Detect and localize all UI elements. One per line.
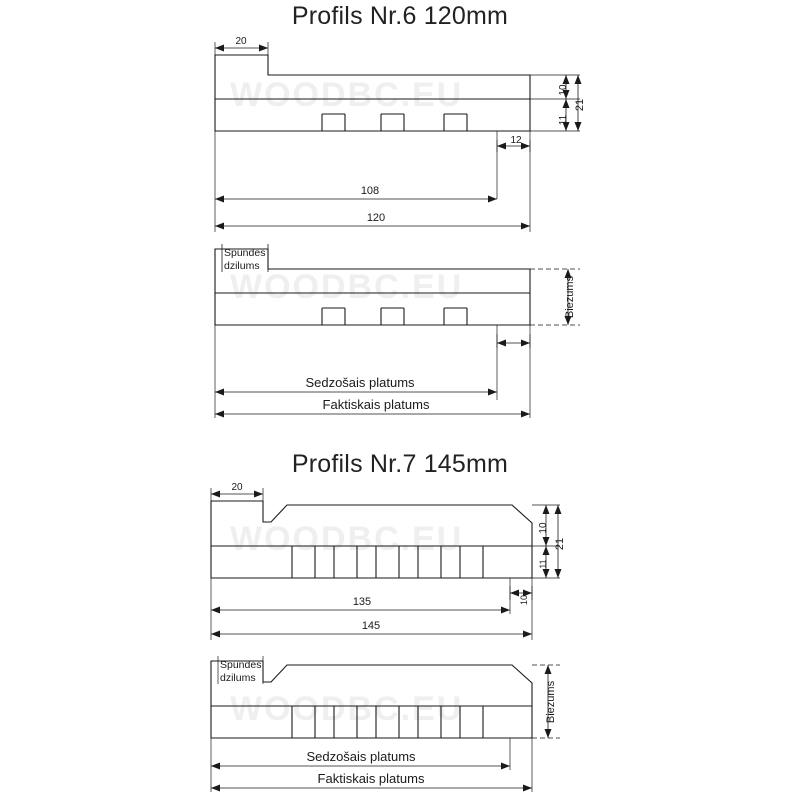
watermark: WOODBC.EU [230,268,464,306]
dim-groove-thickness-p6: 11 [558,114,569,126]
label-actual-width-p6: Faktiskais platums [322,397,430,412]
dim-groove-width-p6: 12 [510,135,522,146]
label-tongue-depth-line2-p6: dzilums [224,260,260,272]
dim-face-thickness-p6: 10 [558,84,569,96]
dim-actual-width-p7: 145 [361,620,381,632]
dim-tongue-width-p7: 20 [231,482,243,493]
dim-total-thickness-p7: 21 [554,537,566,551]
label-thickness-p6: Biezums [564,275,576,319]
profile-7-lower-outline [211,661,532,738]
page-title-profile-7: Profils Nr.7 145mm [291,450,509,478]
dim-covering-width-p7: 135 [352,596,372,608]
dim-tongue-width-p6: 20 [235,36,247,47]
label-tongue-depth-line1-p7: Spundes [220,659,262,671]
label-covering-width-p6: Sedzošais platums [305,375,415,390]
page-title-profile-6: Profils Nr.6 120mm [291,2,509,30]
dim-covering-width-p6: 108 [360,185,380,197]
label-thickness-p7: Biezums [545,680,557,724]
label-tongue-depth-line2-p7: dzilums [220,672,256,684]
watermark: WOODBC.EU [230,76,464,114]
watermark: WOODBC.EU [230,520,464,558]
label-tongue-depth-line1-p6: Spundes [224,247,266,259]
dim-groove-width-p7: 10 [519,594,529,606]
dim-actual-width-p6: 120 [366,212,386,224]
label-covering-width-p7: Sedzošais platums [306,749,416,764]
profile-6-upper-outline [215,55,530,131]
watermark: WOODBC.EU [230,690,464,728]
dim-groove-thickness-p7: 11 [538,559,548,569]
dim-total-thickness-p6: 21 [574,98,586,112]
label-actual-width-p7: Faktiskais platums [317,771,425,786]
dim-face-thickness-p7: 10 [538,522,549,534]
profile-6-lower-outline [215,249,530,325]
profile-7-upper-outline [211,501,532,578]
